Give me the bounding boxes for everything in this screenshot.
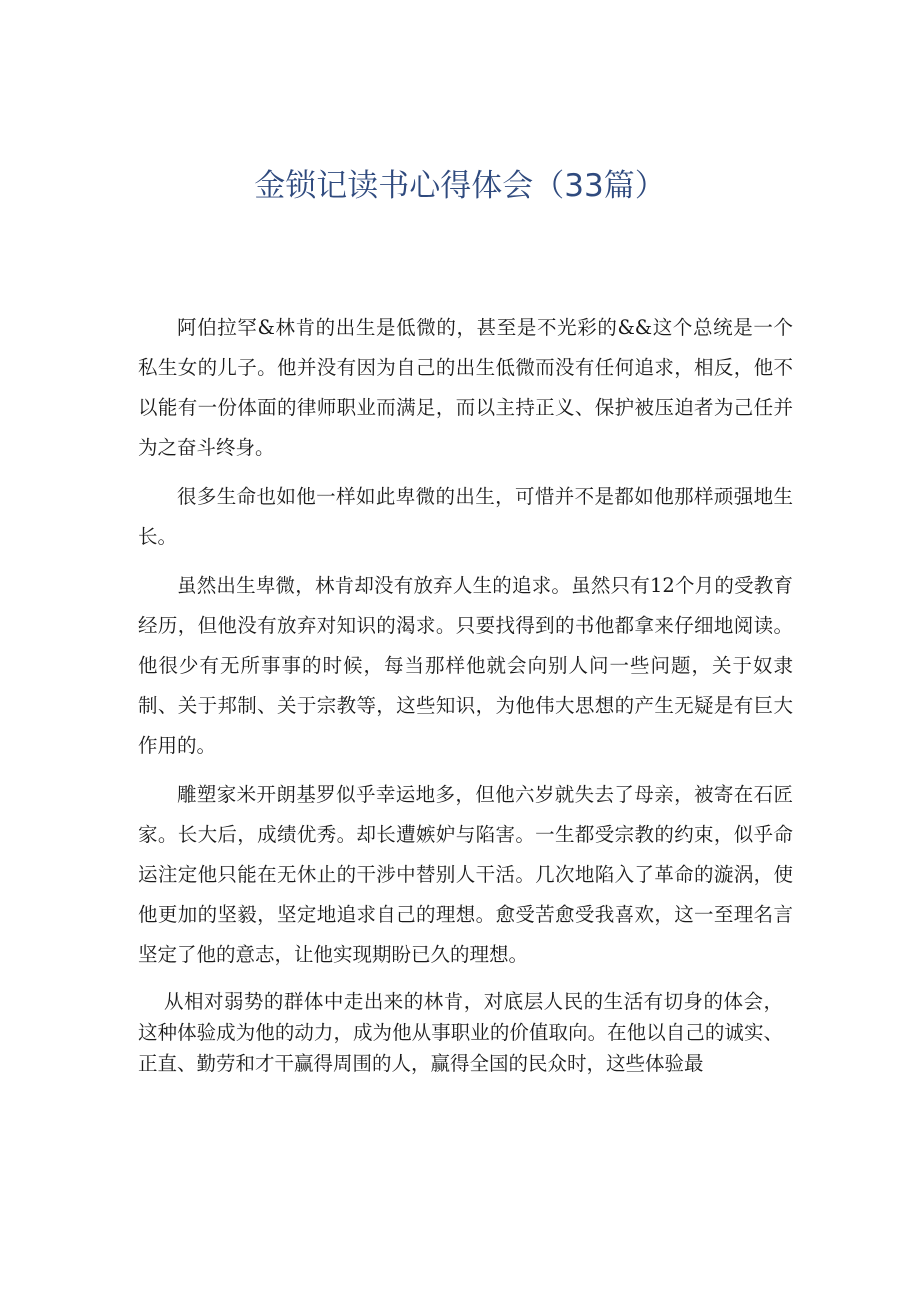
document-body: [138, 308, 793, 1079]
paragraph-michelangelo: 雕塑家米开朗基罗似乎幸运地多，但他六岁就失去了母亲，被寄在石匠家。长大后，成绩优秀。却长遭嫉妒与陷害。一生都受宗教的约束，似乎命运注定他只能在无休止的干涉中替别人干活。几次地陷入了革命的漩涡，使他更加的坚毅，坚定地追求自己的理想。愈受苦愈受我喜欢，这一至理名言坚定了他的意志，让他实现期盼已久的理想。: [138, 783, 793, 966]
paragraph-lincoln-learning: 虽然出生卑微，林肯却没有放弃人生的追求。虽然只有12个月的受教育经历，但他没有放弃对知识的渴求。只要找得到的书他都拿来仔细地阅读。他很少有无所事事的时候，每当那样他就会向别人问一些问题，关于奴隶制、关于邦制、关于宗教等，这些知识，为他伟大思想的产生无疑是有巨大作用的。: [138, 574, 793, 757]
paragraph-humble-lives: 很多生命也如他一样如此卑微的出生，可惜并不是都如他那样顽强地生长。: [138, 485, 793, 548]
paragraph-lincoln-experience: 从相对弱势的群体中走出来的林肯，对底层人民的生活有切身的体会，这种体验成为他的动力，成为他从事职业的价值取向。在他以自己的诚实、正直、勤劳和才干赢得周围的人，赢得全国的民众时，这些体验最: [138, 990, 783, 1075]
document-title: 金锁记读书心得体会（33篇）: [254, 168, 666, 204]
paragraph-lincoln-birth: 阿伯拉罕&林肯的出生是低微的，甚至是不光彩的&&这个总统是一个私生女的儿子。他并没有因为自己的出生低微而没有任何追求，相反，他不以能有一份体面的律师职业而满足，而以主持正义、保护被压迫者为己任并为之奋斗终身。: [138, 316, 793, 459]
